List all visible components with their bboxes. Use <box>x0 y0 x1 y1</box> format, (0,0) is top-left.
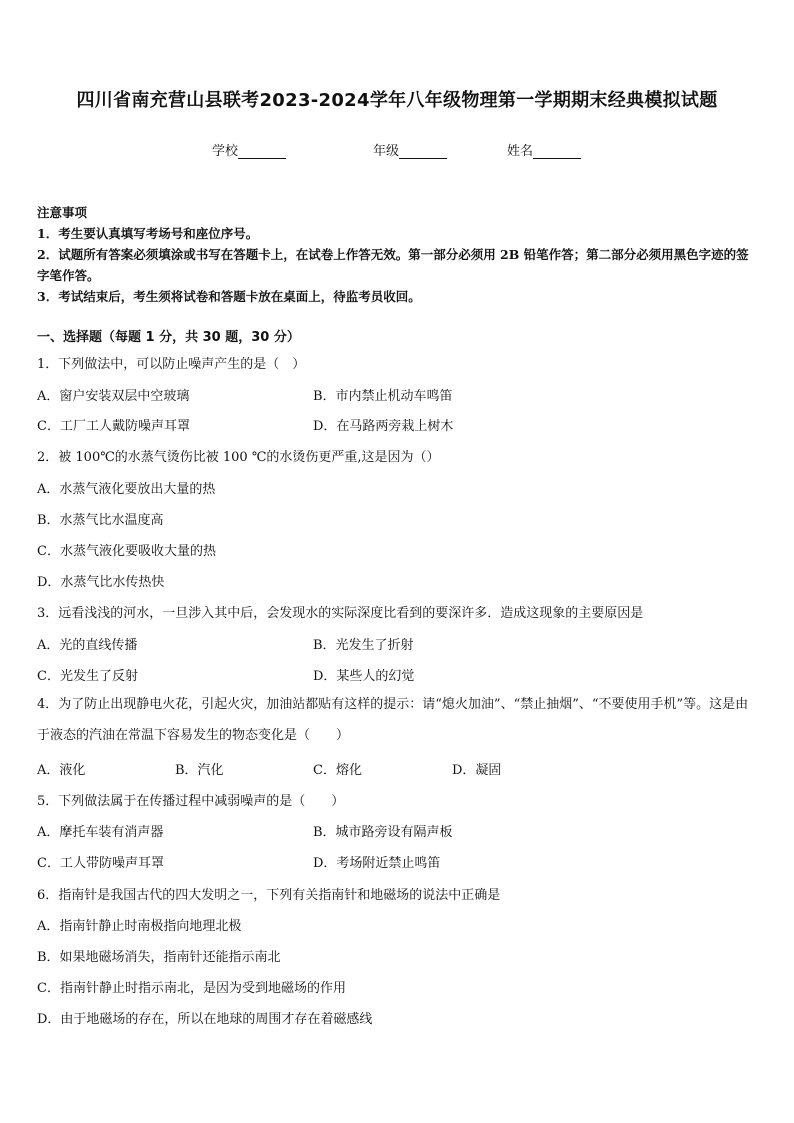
grade-blank[interactable] <box>399 146 447 159</box>
question-option: C．工人带防噪声耳罩 <box>37 856 164 871</box>
name-field[interactable] <box>507 140 581 159</box>
question-option: A．指南针静止时南极指向地理北极 <box>37 919 242 934</box>
notice-block <box>37 202 759 307</box>
question-option: B．水蒸气比水温度高 <box>37 513 164 528</box>
question-option: D．水蒸气比水传热快 <box>37 575 165 590</box>
name-blank[interactable] <box>533 146 581 159</box>
school-label: 学校 <box>212 144 239 159</box>
question-option: B．汽化 <box>175 763 224 778</box>
grade-field[interactable] <box>373 140 447 159</box>
grade-label: 年级 <box>373 144 400 159</box>
question-option: A．液化 <box>37 763 86 778</box>
question-option: B．市内禁止机动车鸣笛 <box>313 389 453 404</box>
question-option: D．在马路两旁栽上树木 <box>313 419 454 434</box>
question-option: B．城市路旁设有隔声板 <box>313 825 453 840</box>
notice-item: 2．试题所有答案必须填涂或书写在答题卡上，在试卷上作答无效。第一部分必须用 2B 铅笔作答；第二部分必须用黑色字迹的签字笔作答。 <box>37 247 749 283</box>
question-stem: 1．下列做法中，可以防止噪声产生的是（ ） <box>37 357 306 372</box>
notice-heading: 注意事项 <box>37 205 88 220</box>
question-option: B．光发生了折射 <box>313 638 414 653</box>
question-option: D．某些人的幻觉 <box>313 669 415 684</box>
student-info-row <box>0 140 794 160</box>
question-stem: 2．被 100℃的水蒸气烫伤比被 100 ℃的水烫伤更严重,这是因为（） <box>37 450 440 465</box>
section-heading: 一、选择题（每题 1 分，共 30 题，30 分） <box>37 330 300 345</box>
question-option: A．水蒸气液化要放出大量的热 <box>37 482 216 497</box>
question-option: C．水蒸气液化要吸收大量的热 <box>37 544 216 559</box>
notice-item: 1．考生要认真填写考场号和座位序号。 <box>37 226 259 241</box>
question-option: C．指南针静止时指示南北，是因为受到地磁场的作用 <box>37 981 346 996</box>
question-stem: 4．为了防止出现静电火花，引起火灾，加油站都贴有这样的提示：请“熄火加油”、“禁止抽烟”、“不要使用手机”等。这是由于液态的汽油在常温下容易发生的物态变化是（ ） <box>37 697 749 743</box>
question-option: C．熔化 <box>313 763 362 778</box>
question-stem: 3．远看浅浅的河水，一旦涉入其中后，会发现水的实际深度比看到的要深许多．造成这现象的主要原因是 <box>37 606 644 621</box>
question-option: D．凝固 <box>452 763 502 778</box>
school-field[interactable] <box>212 140 286 159</box>
question-option: A．窗户安装双层中空玻璃 <box>37 389 190 404</box>
question-stem: 5．下列做法属于在传播过程中减弱噪声的是（ ） <box>37 794 345 809</box>
question-option: A．光的直线传播 <box>37 638 138 653</box>
name-label: 姓名 <box>507 144 534 159</box>
question-option: D．由于地磁场的存在，所以在地球的周围才存在着磁感线 <box>37 1012 373 1027</box>
question-option: C．光发生了反射 <box>37 669 138 684</box>
question-option: A．摩托车装有消声器 <box>37 825 164 840</box>
question-option: C．工厂工人戴防噪声耳罩 <box>37 419 190 434</box>
page-title: 四川省南充营山县联考2023-2024学年八年级物理第一学期期末经典模拟试题 <box>76 90 718 111</box>
notice-item: 3．考试结束后，考生须将试卷和答题卡放在桌面上，待监考员收回。 <box>37 289 421 304</box>
question-option: B．如果地磁场消失，指南针还能指示南北 <box>37 950 281 965</box>
school-blank[interactable] <box>238 146 286 159</box>
question-option: D．考场附近禁止鸣笛 <box>313 856 441 871</box>
question-stem: 6．指南针是我国古代的四大发明之一，下列有关指南针和地磁场的说法中正确是 <box>37 888 501 903</box>
